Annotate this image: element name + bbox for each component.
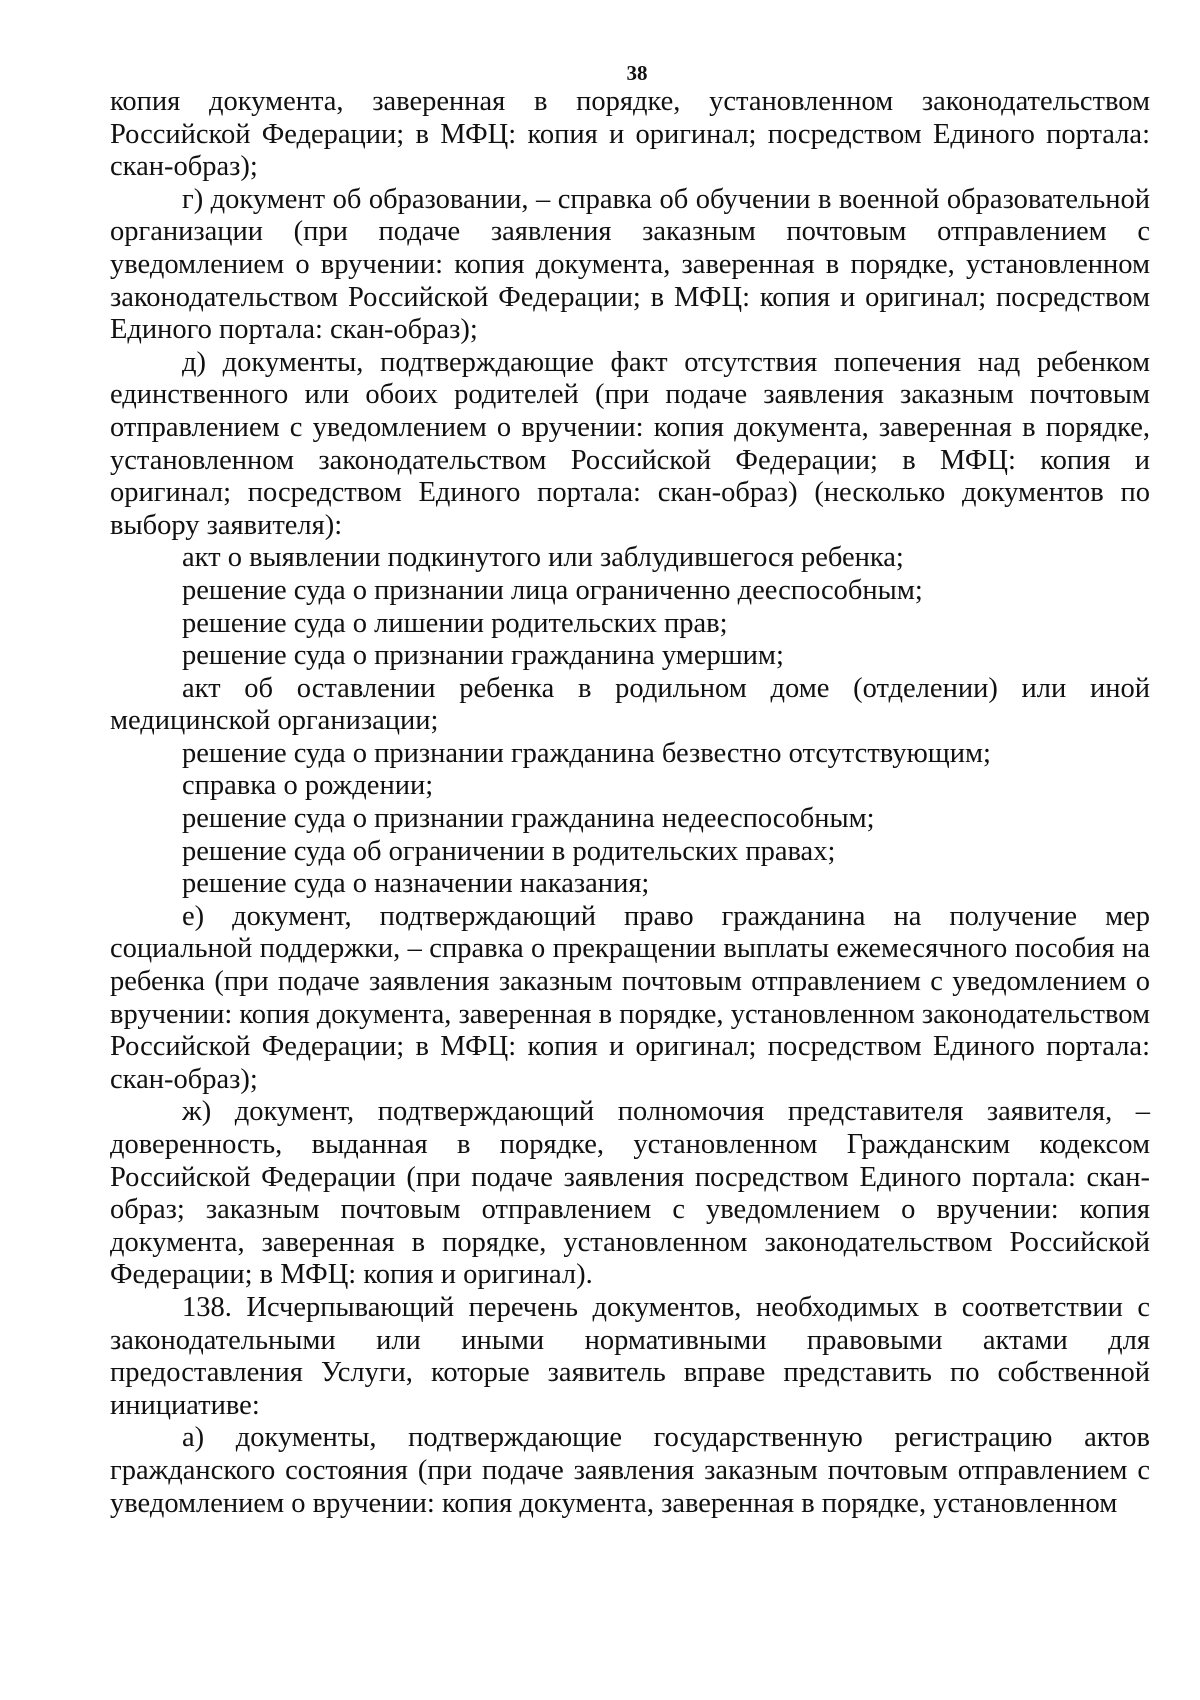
page-number: 38	[626, 61, 648, 85]
list-item: справка о рождении;	[182, 770, 434, 802]
list-item: акт о выявлении подкинутого или заблудившегося ребенка;	[182, 542, 904, 574]
list-item: акт об оставлении ребенка в родильном доме (отделении) или иной медицинской организации;	[110, 672, 1150, 737]
document-page	[110, 60, 1150, 1520]
paragraph-item-g: г) документ об образовании, – справка об обучении в военной образовательной организации (при подаче заявления заказным почтовым отправлением с уведомлением о вручении: копия документа, заверенная в порядке, установленном законодательством Российской Федерации; в МФЦ: копия и оригинал; посредством Единого портала: скан-образ);	[110, 183, 1150, 346]
paragraph-continuation: копия документа, заверенная в порядке, установленном законодательством Российской Федерации; в МФЦ: копия и оригинал; посредством Единого портала: скан-образ);	[110, 86, 1150, 183]
list-item: решение суда о признании гражданина умершим;	[182, 640, 784, 672]
paragraph-item-zh: ж) документ, подтверждающий полномочия представителя заявителя, – доверенность, выданная в порядке, установленном Гражданским кодексом Российской Федерации (при подаче заявления посредством Единого портала: скан-образ; заказным почтовым отправлением с уведомлением о вручении: копия документа, заверенная в порядке, установленном законодательством Российской Федерации; в МФЦ: копия и оригинал).	[110, 1096, 1150, 1291]
list-item: решение суда о назначении наказания;	[182, 868, 650, 900]
list-item: решение суда об ограничении в родительских правах;	[182, 835, 836, 867]
list-item: решение суда о лишении родительских прав;	[182, 607, 728, 639]
list-item: решение суда о признании лица ограниченно дееспособным;	[182, 574, 923, 606]
list-item: решение суда о признании гражданина безвестно отсутствующим;	[182, 737, 991, 769]
paragraph-section-138: 138. Исчерпывающий перечень документов, необходимых в соответствии с законодательными или иными нормативными правовыми актами для предоставления Услуги, которые заявитель вправе представить по собственной инициативе:	[110, 1291, 1150, 1421]
paragraph-item-e: е) документ, подтверждающий право гражданина на получение мер социальной поддержки, – справка о прекращении выплаты ежемесячного пособия на ребенка (при подаче заявления заказным почтовым отправлением с уведомлением о вручении: копия документа, заверенная в порядке, установленном законодательством Российской Федерации; в МФЦ: копия и оригинал; посредством Единого портала: скан-образ);	[110, 900, 1150, 1095]
paragraph-item-a: а) документы, подтверждающие государственную регистрацию актов гражданского состояния (при подаче заявления заказным почтовым отправлением с уведомлением о вручении: копия документа, заверенная в порядке, установленном	[110, 1422, 1150, 1519]
list-item: решение суда о признании гражданина недееспособным;	[182, 803, 875, 835]
paragraph-item-d: д) документы, подтверждающие факт отсутствия попечения над ребенком единственного или обоих родителей (при подаче заявления заказным почтовым отправлением с уведомлением о вручении: копия документа, заверенная в порядке, установленном законодательством Российской Федерации; в МФЦ: копия и оригинал; посредством Единого портала: скан-образ) (несколько документов по выбору заявителя):	[110, 346, 1150, 541]
